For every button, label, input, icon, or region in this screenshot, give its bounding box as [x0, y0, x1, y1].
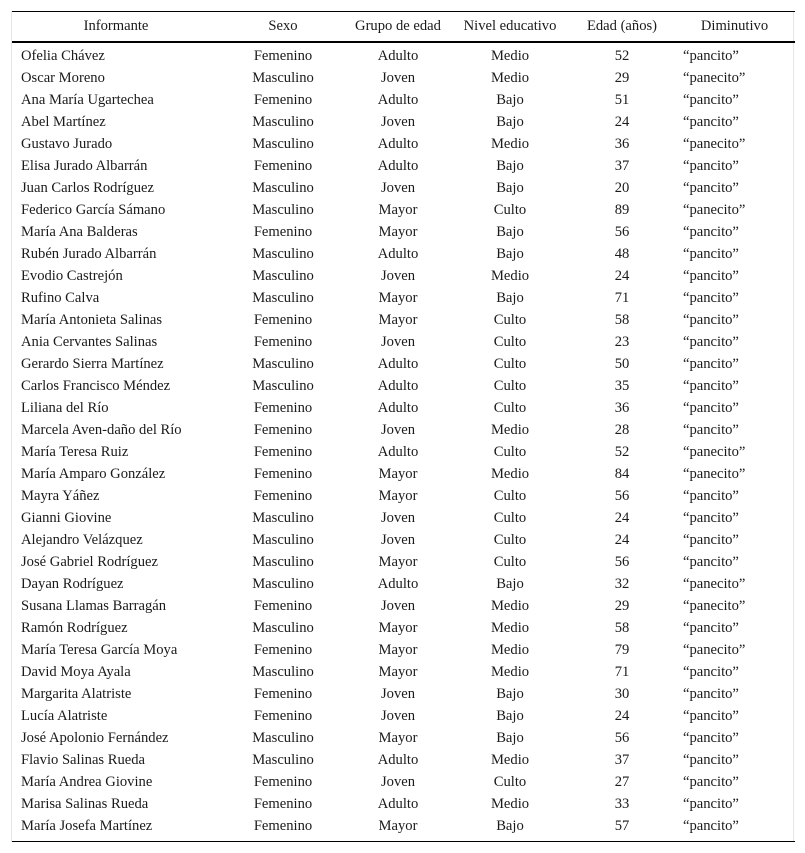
cell-informante: Lucía Alatriste	[21, 707, 108, 724]
cell-nivel-educativo: Bajo	[496, 575, 524, 592]
table-row	[12, 551, 795, 573]
cell-diminutivo: “panecito”	[683, 135, 746, 152]
cell-sexo: Femenino	[253, 465, 313, 482]
informants-table-container	[11, 11, 794, 842]
cell-nivel-educativo: Bajo	[496, 289, 524, 306]
cell-diminutivo: “pancito”	[683, 553, 739, 570]
cell-informante: Elisa Jurado Albarrán	[21, 157, 148, 174]
header-grupo-de-edad: Grupo de edad	[355, 18, 441, 34]
cell-edad: 56	[614, 487, 630, 504]
cell-nivel-educativo: Culto	[493, 377, 527, 394]
cell-grupo-de-edad: Mayor	[378, 553, 418, 570]
cell-nivel-educativo: Medio	[490, 663, 530, 680]
cell-grupo-de-edad: Mayor	[378, 465, 418, 482]
cell-grupo-de-edad: Joven	[380, 113, 416, 130]
table-row	[12, 485, 795, 507]
cell-informante: Carlos Francisco Méndez	[21, 377, 171, 394]
cell-sexo: Masculino	[252, 575, 314, 592]
table-row	[12, 639, 795, 661]
cell-edad: 56	[614, 553, 630, 570]
table-row	[12, 507, 795, 529]
cell-grupo-de-edad: Adulto	[377, 157, 419, 174]
cell-grupo-de-edad: Joven	[380, 421, 416, 438]
cell-informante: María Teresa Ruiz	[21, 443, 129, 460]
cell-diminutivo: “panecito”	[683, 443, 746, 460]
table-row	[12, 265, 795, 287]
cell-sexo: Femenino	[253, 311, 313, 328]
cell-edad: 58	[614, 311, 630, 328]
cell-sexo: Masculino	[252, 531, 314, 548]
cell-grupo-de-edad: Mayor	[378, 289, 418, 306]
cell-sexo: Femenino	[253, 597, 313, 614]
cell-nivel-educativo: Medio	[490, 267, 530, 284]
cell-edad: 89	[614, 201, 630, 218]
cell-diminutivo: “panecito”	[683, 575, 746, 592]
cell-nivel-educativo: Medio	[490, 465, 530, 482]
cell-informante: Liliana del Río	[21, 399, 109, 416]
cell-sexo: Masculino	[252, 135, 314, 152]
cell-sexo: Masculino	[252, 113, 314, 130]
cell-sexo: Masculino	[252, 509, 314, 526]
table-row	[12, 463, 795, 485]
cell-informante: María Andrea Giovine	[21, 773, 153, 790]
table-row	[12, 243, 795, 265]
cell-nivel-educativo: Bajo	[496, 817, 524, 834]
cell-grupo-de-edad: Adulto	[377, 91, 419, 108]
cell-grupo-de-edad: Joven	[380, 597, 416, 614]
cell-edad: 37	[614, 751, 630, 768]
table-body	[12, 42, 795, 842]
header-diminutivo: Diminutivo	[700, 18, 769, 34]
cell-grupo-de-edad: Adulto	[377, 245, 419, 262]
header-edad: Edad (años)	[586, 18, 658, 34]
cell-sexo: Femenino	[253, 685, 313, 702]
table-row	[12, 309, 795, 331]
cell-sexo: Femenino	[253, 773, 313, 790]
cell-diminutivo: “pancito”	[683, 685, 739, 702]
cell-nivel-educativo: Medio	[490, 751, 530, 768]
cell-edad: 37	[614, 157, 630, 174]
cell-diminutivo: “pancito”	[683, 311, 739, 328]
cell-edad: 57	[614, 817, 630, 834]
cell-grupo-de-edad: Mayor	[378, 311, 418, 328]
cell-diminutivo: “pancito”	[683, 333, 739, 350]
cell-nivel-educativo: Bajo	[496, 685, 524, 702]
table-row	[12, 617, 795, 639]
cell-sexo: Masculino	[252, 245, 314, 262]
cell-nivel-educativo: Medio	[490, 619, 530, 636]
cell-nivel-educativo: Culto	[493, 201, 527, 218]
cell-grupo-de-edad: Adulto	[377, 795, 419, 812]
cell-grupo-de-edad: Joven	[380, 707, 416, 724]
cell-nivel-educativo: Bajo	[496, 245, 524, 262]
cell-informante: Oscar Moreno	[21, 69, 105, 86]
cell-sexo: Masculino	[252, 663, 314, 680]
cell-diminutivo: “pancito”	[683, 751, 739, 768]
cell-nivel-educativo: Culto	[493, 509, 527, 526]
cell-sexo: Masculino	[252, 729, 314, 746]
table-row	[12, 155, 795, 177]
cell-grupo-de-edad: Adulto	[377, 399, 419, 416]
cell-sexo: Femenino	[253, 421, 313, 438]
cell-edad: 36	[614, 399, 630, 416]
cell-sexo: Masculino	[252, 355, 314, 372]
cell-nivel-educativo: Medio	[490, 795, 530, 812]
cell-edad: 24	[614, 707, 630, 724]
cell-diminutivo: “pancito”	[683, 729, 739, 746]
cell-informante: María Amparo González	[21, 465, 166, 482]
cell-edad: 48	[614, 245, 630, 262]
cell-nivel-educativo: Bajo	[496, 113, 524, 130]
cell-sexo: Masculino	[252, 553, 314, 570]
cell-diminutivo: “pancito”	[683, 663, 739, 680]
cell-sexo: Femenino	[253, 443, 313, 460]
cell-nivel-educativo: Culto	[493, 773, 527, 790]
cell-diminutivo: “panecito”	[683, 641, 746, 658]
cell-sexo: Femenino	[253, 47, 313, 64]
cell-grupo-de-edad: Adulto	[377, 355, 419, 372]
cell-nivel-educativo: Culto	[493, 487, 527, 504]
cell-edad: 20	[614, 179, 630, 196]
cell-diminutivo: “pancito”	[683, 157, 739, 174]
cell-informante: Ana María Ugartechea	[21, 91, 154, 108]
cell-edad: 35	[614, 377, 630, 394]
cell-grupo-de-edad: Adulto	[377, 443, 419, 460]
cell-edad: 50	[614, 355, 630, 372]
cell-informante: David Moya Ayala	[21, 663, 131, 680]
cell-grupo-de-edad: Adulto	[377, 47, 419, 64]
informants-table	[12, 11, 795, 842]
header-sexo: Sexo	[268, 18, 298, 34]
cell-informante: Ofelia Chávez	[21, 47, 105, 64]
cell-diminutivo: “pancito”	[683, 817, 739, 834]
cell-edad: 56	[614, 729, 630, 746]
cell-nivel-educativo: Bajo	[496, 157, 524, 174]
cell-diminutivo: “panecito”	[683, 69, 746, 86]
table-row	[12, 793, 795, 815]
cell-nivel-educativo: Culto	[493, 311, 527, 328]
cell-sexo: Femenino	[253, 333, 313, 350]
table-row	[12, 133, 795, 155]
cell-informante: Ramón Rodríguez	[21, 619, 128, 636]
cell-informante: Gianni Giovine	[21, 509, 112, 526]
cell-sexo: Femenino	[253, 641, 313, 658]
cell-grupo-de-edad: Joven	[380, 773, 416, 790]
cell-edad: 36	[614, 135, 630, 152]
cell-sexo: Femenino	[253, 157, 313, 174]
cell-edad: 29	[614, 69, 630, 86]
cell-nivel-educativo: Medio	[490, 69, 530, 86]
cell-informante: Ania Cervantes Salinas	[21, 333, 158, 350]
table-row	[12, 771, 795, 793]
cell-edad: 28	[614, 421, 630, 438]
cell-diminutivo: “pancito”	[683, 773, 739, 790]
cell-informante: Rufino Calva	[21, 289, 100, 306]
cell-edad: 71	[614, 663, 630, 680]
cell-grupo-de-edad: Joven	[380, 179, 416, 196]
cell-sexo: Masculino	[252, 179, 314, 196]
cell-nivel-educativo: Culto	[493, 333, 527, 350]
cell-diminutivo: “pancito”	[683, 421, 739, 438]
table-row	[12, 42, 795, 67]
cell-edad: 84	[614, 465, 630, 482]
cell-informante: María Teresa García Moya	[21, 641, 178, 658]
cell-sexo: Femenino	[253, 91, 313, 108]
cell-edad: 24	[614, 267, 630, 284]
cell-informante: Mayra Yáñez	[21, 487, 100, 504]
cell-edad: 27	[614, 773, 630, 790]
cell-diminutivo: “pancito”	[683, 707, 739, 724]
table-row	[12, 397, 795, 419]
cell-nivel-educativo: Culto	[493, 531, 527, 548]
cell-edad: 71	[614, 289, 630, 306]
header-nivel-educativo: Nivel educativo	[463, 18, 557, 34]
cell-edad: 30	[614, 685, 630, 702]
table-row	[12, 375, 795, 397]
table-row	[12, 331, 795, 353]
cell-informante: Alejandro Velázquez	[21, 531, 143, 548]
table-row	[12, 815, 795, 842]
cell-edad: 24	[614, 509, 630, 526]
cell-diminutivo: “pancito”	[683, 531, 739, 548]
cell-edad: 24	[614, 531, 630, 548]
cell-informante: Gerardo Sierra Martínez	[21, 355, 164, 372]
cell-grupo-de-edad: Joven	[380, 69, 416, 86]
cell-sexo: Femenino	[253, 817, 313, 834]
table-header	[12, 12, 795, 43]
table-row	[12, 595, 795, 617]
cell-informante: Flavio Salinas Rueda	[21, 751, 146, 768]
cell-diminutivo: “panecito”	[683, 597, 746, 614]
table-row	[12, 89, 795, 111]
cell-nivel-educativo: Bajo	[496, 707, 524, 724]
table-row	[12, 529, 795, 551]
table-row	[12, 727, 795, 749]
cell-diminutivo: “pancito”	[683, 267, 739, 284]
cell-grupo-de-edad: Adulto	[377, 135, 419, 152]
header-row	[12, 12, 795, 43]
table-row	[12, 177, 795, 199]
cell-nivel-educativo: Culto	[493, 355, 527, 372]
cell-sexo: Masculino	[252, 289, 314, 306]
cell-nivel-educativo: Medio	[490, 135, 530, 152]
cell-grupo-de-edad: Mayor	[378, 663, 418, 680]
table-row	[12, 661, 795, 683]
cell-diminutivo: “pancito”	[683, 179, 739, 196]
cell-grupo-de-edad: Joven	[380, 531, 416, 548]
cell-nivel-educativo: Bajo	[496, 91, 524, 108]
cell-diminutivo: “pancito”	[683, 289, 739, 306]
cell-diminutivo: “panecito”	[683, 201, 746, 218]
table-row	[12, 111, 795, 133]
table-row	[12, 419, 795, 441]
table-row	[12, 573, 795, 595]
cell-sexo: Femenino	[253, 795, 313, 812]
cell-grupo-de-edad: Joven	[380, 685, 416, 702]
cell-grupo-de-edad: Mayor	[378, 729, 418, 746]
cell-nivel-educativo: Medio	[490, 47, 530, 64]
cell-sexo: Masculino	[252, 201, 314, 218]
cell-edad: 58	[614, 619, 630, 636]
cell-sexo: Femenino	[253, 223, 313, 240]
cell-diminutivo: “pancito”	[683, 113, 739, 130]
cell-informante: María Ana Balderas	[21, 223, 138, 240]
cell-informante: Margarita Alatriste	[21, 685, 132, 702]
cell-nivel-educativo: Culto	[493, 553, 527, 570]
cell-sexo: Masculino	[252, 751, 314, 768]
cell-informante: Abel Martínez	[21, 113, 106, 130]
cell-edad: 32	[614, 575, 630, 592]
cell-informante: Gustavo Jurado	[21, 135, 113, 152]
cell-edad: 24	[614, 113, 630, 130]
table-row	[12, 705, 795, 727]
table-row	[12, 287, 795, 309]
table-row	[12, 221, 795, 243]
cell-informante: Susana Llamas Barragán	[21, 597, 167, 614]
cell-grupo-de-edad: Adulto	[377, 575, 419, 592]
cell-grupo-de-edad: Joven	[380, 509, 416, 526]
cell-grupo-de-edad: Joven	[380, 333, 416, 350]
cell-informante: Evodio Castrejón	[21, 267, 123, 284]
cell-nivel-educativo: Medio	[490, 421, 530, 438]
cell-informante: Federico García Sámano	[21, 201, 166, 218]
cell-diminutivo: “pancito”	[683, 91, 739, 108]
cell-edad: 23	[614, 333, 630, 350]
cell-edad: 52	[614, 443, 630, 460]
cell-diminutivo: “panecito”	[683, 465, 746, 482]
cell-edad: 79	[614, 641, 630, 658]
cell-informante: Rubén Jurado Albarrán	[21, 245, 157, 262]
cell-grupo-de-edad: Mayor	[378, 817, 418, 834]
cell-nivel-educativo: Bajo	[496, 179, 524, 196]
cell-sexo: Masculino	[252, 69, 314, 86]
cell-grupo-de-edad: Mayor	[378, 223, 418, 240]
cell-diminutivo: “pancito”	[683, 355, 739, 372]
cell-nivel-educativo: Culto	[493, 399, 527, 416]
cell-diminutivo: “pancito”	[683, 223, 739, 240]
cell-diminutivo: “pancito”	[683, 487, 739, 504]
cell-diminutivo: “pancito”	[683, 509, 739, 526]
cell-nivel-educativo: Culto	[493, 443, 527, 460]
table-row	[12, 749, 795, 771]
cell-informante: María Josefa Martínez	[21, 817, 153, 834]
cell-diminutivo: “pancito”	[683, 377, 739, 394]
cell-informante: Juan Carlos Rodríguez	[21, 179, 154, 196]
cell-edad: 51	[614, 91, 630, 108]
cell-sexo: Masculino	[252, 619, 314, 636]
cell-diminutivo: “pancito”	[683, 245, 739, 262]
cell-grupo-de-edad: Mayor	[378, 487, 418, 504]
cell-grupo-de-edad: Adulto	[377, 377, 419, 394]
table-row	[12, 67, 795, 89]
cell-grupo-de-edad: Mayor	[378, 619, 418, 636]
cell-edad: 33	[614, 795, 630, 812]
cell-grupo-de-edad: Mayor	[378, 201, 418, 218]
cell-grupo-de-edad: Adulto	[377, 751, 419, 768]
table-row	[12, 353, 795, 375]
cell-nivel-educativo: Bajo	[496, 223, 524, 240]
cell-diminutivo: “pancito”	[683, 619, 739, 636]
cell-sexo: Masculino	[252, 267, 314, 284]
cell-informante: José Gabriel Rodríguez	[21, 553, 158, 570]
cell-nivel-educativo: Medio	[490, 641, 530, 658]
table-row	[12, 199, 795, 221]
table-row	[12, 683, 795, 705]
cell-sexo: Femenino	[253, 707, 313, 724]
cell-edad: 56	[614, 223, 630, 240]
cell-informante: María Antonieta Salinas	[21, 311, 163, 328]
cell-nivel-educativo: Medio	[490, 597, 530, 614]
cell-sexo: Femenino	[253, 487, 313, 504]
cell-diminutivo: “pancito”	[683, 795, 739, 812]
cell-edad: 52	[614, 47, 630, 64]
cell-grupo-de-edad: Mayor	[378, 641, 418, 658]
cell-edad: 29	[614, 597, 630, 614]
cell-grupo-de-edad: Joven	[380, 267, 416, 284]
header-informante: Informante	[83, 18, 149, 34]
cell-sexo: Masculino	[252, 377, 314, 394]
cell-informante: Marcela Aven-daño del Río	[21, 421, 182, 438]
cell-sexo: Femenino	[253, 399, 313, 416]
cell-informante: José Apolonio Fernández	[21, 729, 169, 746]
cell-nivel-educativo: Bajo	[496, 729, 524, 746]
cell-informante: Dayan Rodríguez	[21, 575, 124, 592]
cell-informante: Marisa Salinas Rueda	[21, 795, 149, 812]
table-row	[12, 441, 795, 463]
cell-diminutivo: “pancito”	[683, 47, 739, 64]
cell-diminutivo: “pancito”	[683, 399, 739, 416]
